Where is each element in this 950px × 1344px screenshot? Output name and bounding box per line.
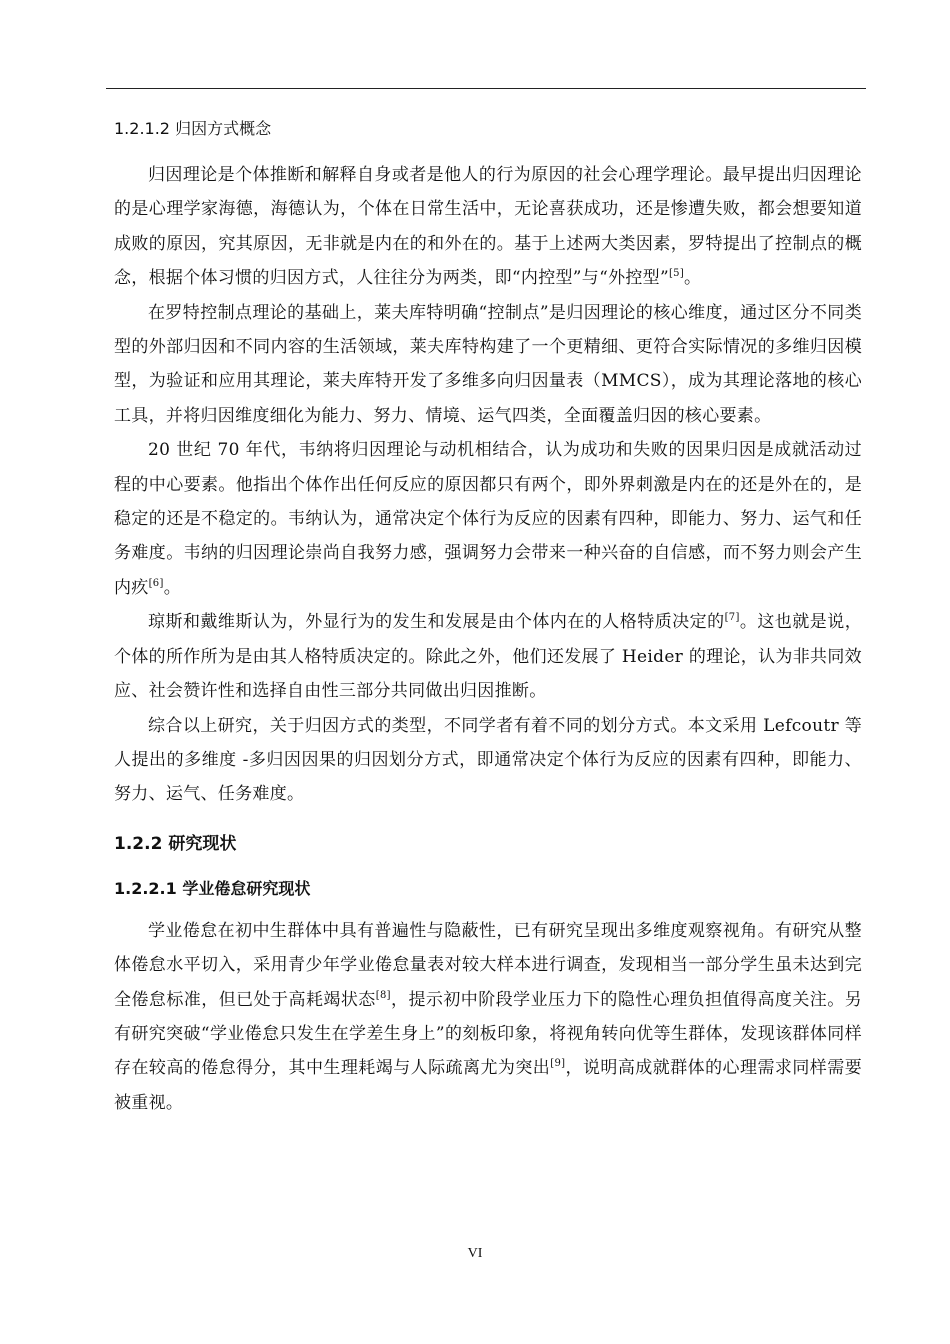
paragraph-levenson bbox=[114, 296, 862, 434]
paragraph-weiner bbox=[114, 433, 862, 605]
citation-ref: [8] bbox=[375, 989, 391, 1001]
paragraph-text-cont: ，提示初中阶段学业压力下的隐性心理负担值得高度关注。另有研究突破“学业倦怠只发生在学差生身上”的刻板印象，将视角转向优等生群体，发现该群体同样存在较高的倦怠得分，其中生理耗竭与人际疏离尤为突出 bbox=[114, 989, 863, 1079]
header-rule bbox=[106, 88, 866, 89]
paragraph-jones-davis bbox=[114, 605, 862, 708]
section-heading-1-2-1-2: 1.2.1.2 归因方式概念 bbox=[114, 119, 272, 138]
paragraph-text-end: ，说明高成就群体的心理需求同样需要被重视。 bbox=[114, 1058, 862, 1113]
paragraph-academic-burnout bbox=[114, 914, 862, 1120]
paragraph-summary bbox=[114, 709, 862, 812]
citation-ref: [5] bbox=[668, 268, 685, 280]
paragraph-text: 琼斯和戴维斯认为，外显行为的发生和发展是由个体内在的人格特质决定的 bbox=[148, 612, 725, 633]
paragraph-text: 在罗特控制点理论的基础上，莱夫库特明确“控制点”是归因理论的核心维度，通过区分不同类型的外部归因和不同内容的生活领域，莱夫库特构建了一个更精细、更符合实际情况的多维归因模型，为验证和应用其理论，莱夫库特开发了多维多向归因量表（MMCS），成为其理论落地的核心工具，并将归因维度细化为能力、努力、情境、运气四类，全面覆盖归因的核心要素。 bbox=[114, 302, 862, 426]
page-content bbox=[114, 116, 862, 1120]
paragraph-text: 20 世纪 70 年代，韦纳将归因理论与动机相结合，认为成功和失败的因果归因是成就活动过程的中心要素。他指出个体作出任何反应的原因都只有两个，即外界刺激是内在的还是外在的，是稳定的还是不稳定的。韦纳认为，通常决定个体行为反应的因素有四种，即能力、努力、运气和任务难度。韦纳的归因理论崇尚自我努力感，强调努力会带来一种兴奋的自信感，而不努力则会产生内疚 bbox=[114, 440, 862, 598]
paragraph-tail: 。 bbox=[684, 268, 702, 289]
paragraph-text-cont: 。这也就是说，个体的所作所为是由其人格特质决定的。除此之外，他们还发展了 Heider 的理论，认为非共同效应、社会赞许性和选择自由性三部分共同做出归因推断。 bbox=[114, 612, 862, 702]
citation-ref: [7] bbox=[724, 612, 740, 624]
page-number: VI bbox=[467, 1246, 483, 1261]
paragraph-text: 综合以上研究，关于归因方式的类型，不同学者有着不同的划分方式。本文采用 Lefcoutr 等人提出的多维度 -多归因因果的归因划分方式，即通常决定个体行为反应的因素有四种，即能力、努力、运气、任务难度。 bbox=[114, 715, 862, 805]
citation-ref: [6] bbox=[148, 577, 164, 589]
citation-ref: [9] bbox=[550, 1058, 566, 1070]
section-heading-1-2-2-1: 1.2.2.1 学业倦怠研究现状 bbox=[114, 878, 311, 898]
paragraph-tail: 。 bbox=[163, 577, 181, 598]
paragraph-text: 学业倦怠在初中生群体中具有普遍性与隐蔽性，已有研究呈现出多维度观察视角。有研究从整体倦怠水平切入，采用青少年学业倦怠量表对较大样本进行调查，发现相当一部分学生虽未达到完全倦怠标准，但已处于高耗竭状态 bbox=[114, 920, 862, 1010]
paragraph-text: 归因理论是个体推断和解释自身或者是他人的行为原因的社会心理学理论。最早提出归因理论的是心理学家海德，海德认为，个体在日常生活中，无论喜获成功，还是惨遭失败，都会想要知道成败的原因，究其原因，无非就是内在的和外在的。基于上述两大类因素，罗特提出了控制点的概念，根据个体习惯的归因方式，人往往分为两类，即“内控型”与“外控型” bbox=[114, 165, 862, 289]
paragraph-attribution-theory bbox=[114, 158, 862, 296]
section-heading-1-2-2: 1.2.2 研究现状 bbox=[114, 833, 237, 854]
